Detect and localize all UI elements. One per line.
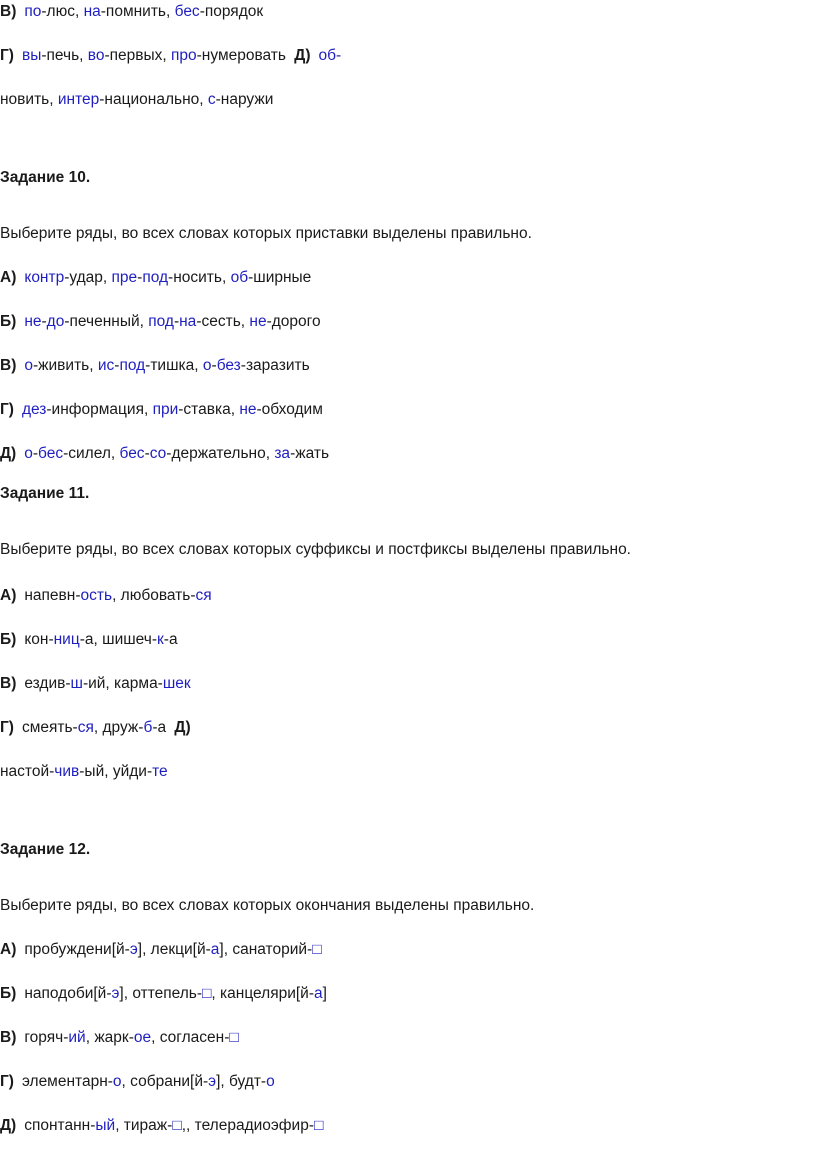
highlighted-morpheme: за: [274, 445, 291, 462]
word-text: -наружи: [215, 91, 274, 108]
word-text: ,, телерадиоэфир-: [181, 1117, 314, 1134]
highlighted-morpheme: с: [207, 91, 216, 108]
word-text: -ширные: [248, 269, 312, 286]
highlighted-morpheme: □: [202, 985, 212, 1002]
answer-option: [0, 630, 178, 650]
task-instruction: Выберите ряды, во всех словах которых приставки выделены правильно.: [0, 225, 532, 242]
highlighted-morpheme: б: [143, 719, 153, 736]
answer-option: [0, 586, 212, 606]
highlighted-morpheme: □: [229, 1029, 239, 1046]
option-label: Г): [0, 719, 14, 736]
word-text: новить,: [0, 91, 58, 108]
word-text: -а: [152, 719, 171, 736]
answer-option: [0, 356, 310, 376]
option-label: Д): [294, 47, 311, 64]
highlighted-morpheme: э: [208, 1073, 217, 1090]
word-text: -национально,: [99, 91, 208, 108]
word-text: -держательно,: [166, 445, 275, 462]
word-text: -: [173, 313, 180, 330]
highlighted-morpheme: □: [314, 1117, 324, 1134]
option-label: Д): [0, 445, 17, 462]
word-text: -а: [163, 631, 178, 648]
highlighted-morpheme: без: [216, 357, 241, 374]
word-text: -носить,: [168, 269, 231, 286]
highlighted-morpheme: о: [24, 357, 33, 374]
highlighted-morpheme: э: [129, 941, 138, 958]
word-text: кон-: [24, 631, 54, 648]
word-text: напевн-: [24, 587, 81, 604]
highlighted-morpheme: об: [230, 269, 249, 286]
highlighted-morpheme: а: [314, 985, 323, 1002]
word-text: ездив-: [24, 675, 71, 692]
highlighted-morpheme: бес: [38, 445, 64, 462]
word-text: настой-: [0, 763, 55, 780]
option-label: Д): [0, 1117, 17, 1134]
highlighted-morpheme: ниц: [53, 631, 80, 648]
highlighted-morpheme: ис: [97, 357, 115, 374]
word-text: -обходим: [256, 401, 323, 418]
highlighted-morpheme: до: [46, 313, 65, 330]
word-text: -ый, уйди-: [79, 763, 153, 780]
highlighted-morpheme: бес: [174, 3, 200, 20]
word-text: -первых,: [104, 47, 171, 64]
word-text: -а, шишеч-: [79, 631, 157, 648]
word-text: -: [41, 313, 47, 330]
word-text: -печь,: [41, 47, 88, 64]
highlighted-morpheme: на: [83, 3, 101, 20]
word-text: -заразить: [240, 357, 310, 374]
answer-option: [0, 46, 341, 66]
word-text: , тираж-: [115, 1117, 173, 1134]
word-text: -печенный,: [64, 313, 149, 330]
highlighted-morpheme: пре: [111, 269, 138, 286]
word-text: элементарн-: [21, 1073, 113, 1090]
option-label: В): [0, 3, 17, 20]
answer-option: [0, 400, 323, 420]
highlighted-morpheme: во: [87, 47, 105, 64]
option-label: Б): [0, 985, 17, 1002]
highlighted-morpheme: к: [157, 631, 164, 648]
highlighted-morpheme: о: [112, 1073, 122, 1090]
highlighted-morpheme: при: [152, 401, 179, 418]
word-text: -порядок: [199, 3, 264, 20]
word-text: , любовать-: [112, 587, 196, 604]
highlighted-morpheme: не: [239, 401, 257, 418]
highlighted-morpheme: а: [210, 941, 220, 958]
option-label: В): [0, 357, 17, 374]
highlighted-morpheme: □: [312, 941, 322, 958]
highlighted-morpheme: ый: [95, 1117, 116, 1134]
word-text: , друж-: [93, 719, 144, 736]
word-text: горяч-: [24, 1029, 69, 1046]
word-text: -ий, карма-: [82, 675, 163, 692]
highlighted-morpheme: ш: [70, 675, 83, 692]
word-text: смеять-: [21, 719, 78, 736]
option-label: Г): [0, 401, 14, 418]
word-text: -: [144, 445, 150, 462]
highlighted-morpheme: о: [266, 1073, 275, 1090]
answer-option: [0, 940, 322, 960]
answer-option: [0, 1116, 323, 1136]
option-label: А): [0, 941, 17, 958]
option-label: Д): [174, 719, 191, 736]
answer-continuation: [0, 90, 273, 110]
word-text: наподоби[й-: [24, 985, 112, 1002]
task-instruction: Выберите ряды, во всех словах которых окончания выделены правильно.: [0, 897, 535, 914]
word-text: пробуждени[й-: [24, 941, 130, 958]
highlighted-morpheme: чив: [54, 763, 80, 780]
highlighted-morpheme: контр: [24, 269, 65, 286]
word-text: -дорого: [266, 313, 321, 330]
option-label: Б): [0, 631, 17, 648]
answer-option: [0, 2, 263, 22]
highlighted-morpheme: ий: [68, 1029, 86, 1046]
word-text: , собрани[й-: [121, 1073, 209, 1090]
word-text: ], лекци[й-: [137, 941, 211, 958]
word-text: -ставка,: [178, 401, 240, 418]
word-text: -удар,: [64, 269, 112, 286]
option-label: Г): [0, 47, 14, 64]
answer-continuation: [0, 762, 168, 782]
word-text: , согласен-: [151, 1029, 230, 1046]
highlighted-morpheme: шек: [162, 675, 191, 692]
highlighted-morpheme: ся: [77, 719, 94, 736]
word-text: -: [114, 357, 120, 374]
highlighted-morpheme: со: [149, 445, 167, 462]
word-text: ], будт-: [216, 1073, 267, 1090]
highlighted-morpheme: по: [24, 3, 42, 20]
option-label: Б): [0, 313, 17, 330]
highlighted-morpheme: вы: [21, 47, 42, 64]
word-text: -живить,: [32, 357, 98, 374]
highlighted-morpheme: не: [24, 313, 42, 330]
word-text: -: [32, 445, 39, 462]
highlighted-morpheme: интер: [57, 91, 100, 108]
highlighted-morpheme: те: [152, 763, 168, 780]
word-text: -информация,: [46, 401, 153, 418]
answer-option: [0, 444, 329, 464]
task-heading: Задание 12.: [0, 841, 91, 858]
word-text: ], оттепель-: [119, 985, 203, 1002]
highlighted-morpheme: под: [142, 269, 169, 286]
task-heading: Задание 11.: [0, 485, 90, 502]
answer-option: [0, 312, 321, 332]
highlighted-morpheme: о: [24, 445, 33, 462]
task-heading: Задание 10.: [0, 169, 91, 186]
word-text: , канцеляри[й-: [211, 985, 314, 1002]
word-text: ]: [322, 985, 327, 1002]
highlighted-morpheme: бес: [119, 445, 145, 462]
highlighted-morpheme: под: [119, 357, 146, 374]
answer-option: [0, 674, 191, 694]
word-text: ], санаторий-: [219, 941, 313, 958]
answer-option: [0, 718, 199, 738]
task-instruction: Выберите ряды, во всех словах которых суффиксы и постфиксы выделены правильно.: [0, 541, 631, 558]
answer-option: [0, 1028, 239, 1048]
highlighted-morpheme: □: [172, 1117, 182, 1134]
option-label: А): [0, 269, 17, 286]
word-text: -сесть,: [196, 313, 250, 330]
word-text: -помнить,: [100, 3, 175, 20]
word-text: -: [137, 269, 143, 286]
word-text: спонтанн-: [24, 1117, 96, 1134]
highlighted-morpheme: о: [202, 357, 212, 374]
answer-option: [0, 268, 311, 288]
word-text: -: [211, 357, 217, 374]
highlighted-morpheme: ость: [80, 587, 113, 604]
highlighted-morpheme: на: [179, 313, 197, 330]
word-text: -нумеровать: [196, 47, 291, 64]
highlighted-morpheme: ое: [133, 1029, 152, 1046]
highlighted-morpheme: дез: [21, 401, 47, 418]
word-text: -силел,: [63, 445, 120, 462]
highlighted-morpheme: -: [336, 47, 342, 64]
word-text: -люс,: [41, 3, 84, 20]
option-label: В): [0, 1029, 17, 1046]
option-label: В): [0, 675, 17, 692]
highlighted-morpheme: ся: [195, 587, 212, 604]
highlighted-morpheme: не: [249, 313, 267, 330]
highlighted-morpheme: э: [111, 985, 120, 1002]
highlighted-morpheme: про: [171, 47, 197, 64]
answer-option: [0, 984, 327, 1004]
option-label: А): [0, 587, 17, 604]
answer-option: [0, 1072, 275, 1092]
highlighted-morpheme: под: [148, 313, 174, 330]
word-text: -тишка,: [145, 357, 203, 374]
option-label: Г): [0, 1073, 14, 1090]
word-text: , жарк-: [85, 1029, 134, 1046]
word-text: -жать: [290, 445, 330, 462]
highlighted-morpheme: об: [318, 47, 336, 64]
